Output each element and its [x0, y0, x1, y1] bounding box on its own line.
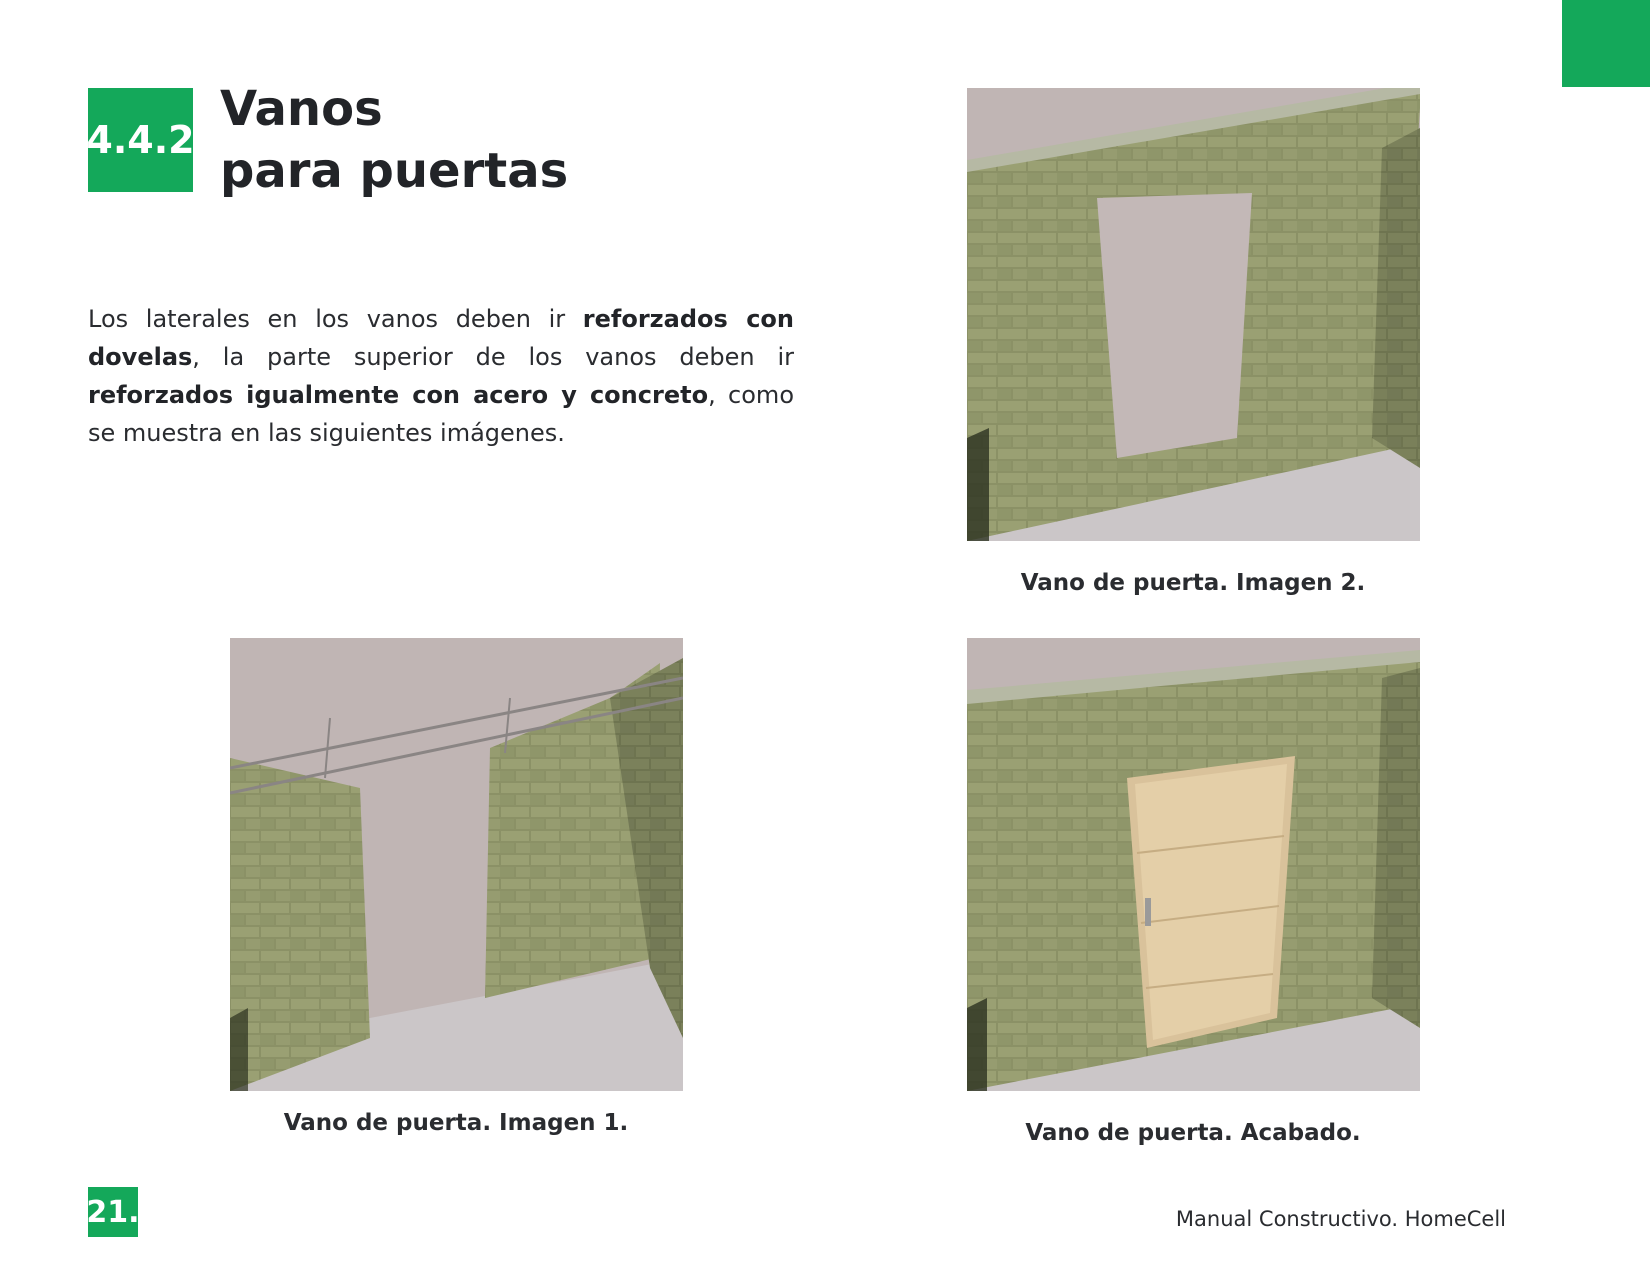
door-opening-image-2 [967, 88, 1420, 541]
section-title-line1: Vanos [220, 81, 383, 137]
page-number: 21. [88, 1187, 138, 1237]
manual-title: Manual Constructivo. HomeCell [1175, 1207, 1506, 1231]
corner-tab [1562, 0, 1650, 87]
section-number-badge: 4.4.2 [88, 88, 193, 192]
section-title [220, 78, 568, 202]
image-1-caption: Vano de puerta. Imagen 1. [283, 1110, 629, 1136]
door-opening-finished-image [967, 638, 1420, 1091]
body-text-part1: Los laterales en los vanos deben ir [88, 305, 583, 333]
door-opening-image-1 [230, 638, 683, 1091]
body-text-part2: , la parte superior de los vanos deben ir [192, 343, 794, 371]
body-text-bold1: reforzados con dovelas [88, 305, 794, 371]
body-text-part3: , como se muestra en las siguientes imágenes. [88, 381, 794, 447]
image-2-caption: Vano de puerta. Imagen 2. [1020, 570, 1366, 596]
finished-caption: Vano de puerta. Acabado. [1025, 1120, 1361, 1146]
body-paragraph [88, 300, 794, 452]
section-title-line2: para puertas [220, 143, 569, 199]
body-text-bold2: reforzados igualmente con acero y concreto [88, 381, 709, 409]
